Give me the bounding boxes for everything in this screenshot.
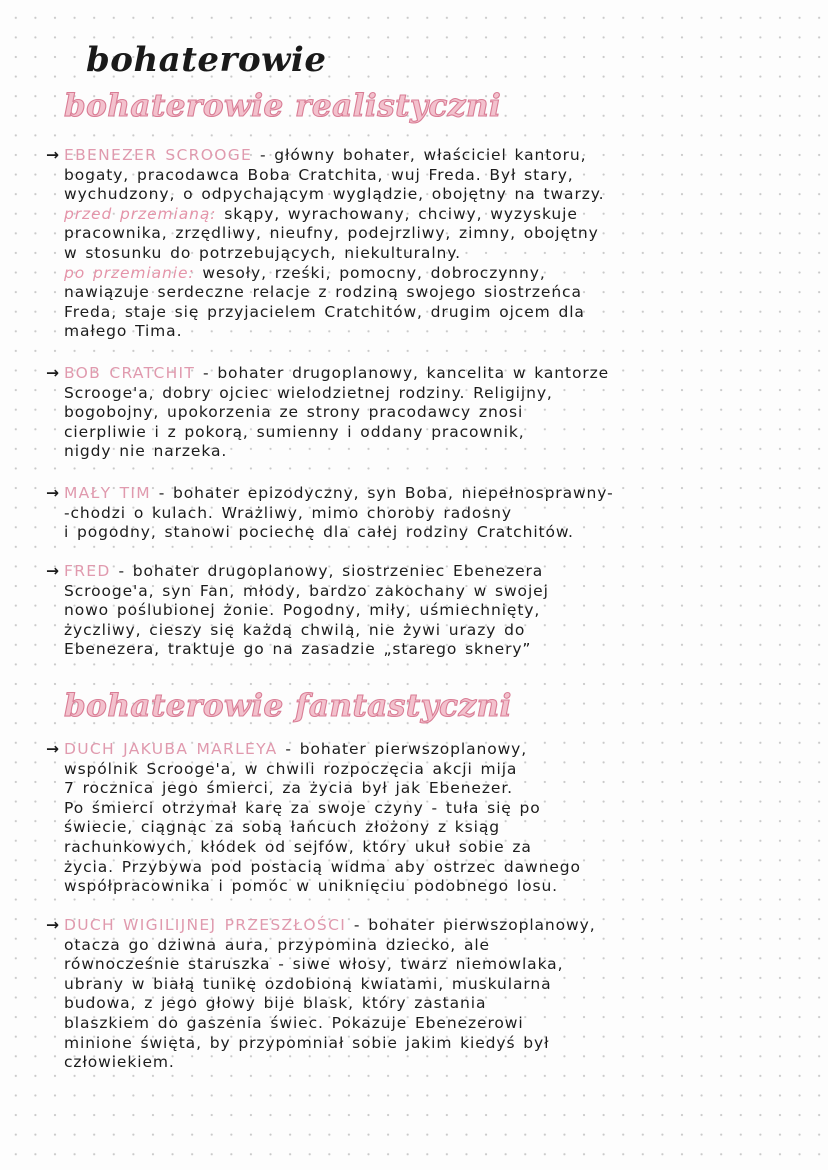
entry-line [46, 916, 780, 936]
character-name: BOB CRATCHIT [64, 364, 196, 382]
entry-line: nowo poślubionej żonie. Pogodny, miły, uśmiechnięty, [64, 601, 541, 620]
entry-line: nawiązuje serdeczne relacje z rodziną swojego siostrzeńca [64, 283, 582, 302]
section-heading-fantastic: bohaterowie fantastyczni [64, 688, 512, 724]
page-title: bohaterowie [86, 40, 327, 80]
entry-line: Scrooge'a, dobry ojciec wielodzietnej rodziny. Religijny, [64, 383, 553, 402]
entry-line: i pogodny, stanowi pociechę dla całej rodziny Cratchitów. [64, 523, 574, 542]
arrow-icon: → [46, 364, 60, 382]
entry-line: wychudzony, o odpychającym wyglądzie, obojętny na twarzy. [64, 185, 605, 204]
entry-line: wspólnik Scrooge'a, w chwili rozpoczęcia akcji mija [64, 759, 518, 778]
entry-line: blaszkiem do gaszenia świec. Pokazuje Ebenezerowi [64, 1013, 524, 1032]
entry-line: życzliwy, cieszy się każdą chwilą, nie żywi urazy do [64, 620, 526, 639]
character-name: FRED [64, 562, 111, 580]
entry-ebenezer-scrooge [46, 146, 780, 342]
entry-line: nigdy nie narzeka. [64, 442, 228, 461]
arrow-icon: → [46, 146, 60, 164]
entry-line: pracownika, zrzędliwy, nieufny, podejrzliwy, zimny, obojętny [64, 224, 599, 243]
entry-line: równocześnie staruszka - siwe włosy, twarz niemowlaka, [64, 955, 564, 974]
entry-text: - bohater drugoplanowy, kancelita w kantorze [195, 364, 610, 382]
entry-line: cierpliwie i z pokorą, sumienny i oddany pracownik, [64, 422, 525, 441]
section-heading-realistic: bohaterowie realistyczni [64, 88, 502, 124]
subheading-after: po przemianie: [64, 263, 195, 282]
entry-duch-przeszlosci [46, 916, 780, 1073]
entry-line: budowa, z jego głowy bije blask, który zastania [64, 994, 487, 1013]
character-name: DUCH WIGILIJNEJ PRZESZŁOŚCI [64, 916, 347, 934]
arrow-icon: → [46, 740, 60, 758]
entry-line [46, 740, 780, 760]
entry-line [46, 484, 780, 504]
entry-line [46, 364, 780, 384]
entry-line: Po śmierci otrzymał karę za swoje czyny - tuła się po [64, 798, 541, 817]
entry-line: bogaty, pracodawca Boba Cratchita, wuj Freda. Był stary, [64, 165, 574, 184]
entry-line: 7 rocznica jego śmierci, za życia był jak Ebenezer. [64, 779, 514, 798]
entry-line: ubrany w białą tunikę ozdobioną kwiatami, muskularna [64, 974, 552, 993]
entry-text: - bohater pierwszoplanowy, [346, 916, 596, 934]
entry-line [46, 205, 780, 225]
entry-line: Scrooge'a, syn Fan, młody, bardzo zakochany w swojej [64, 581, 549, 600]
entry-line [46, 562, 780, 582]
entry-line: życia. Przybywa pod postacią widma aby ostrzec dawnego [64, 857, 581, 876]
entry-bob-cratchit [46, 364, 780, 462]
entry-line: współpracownika i pomóc w uniknięciu podobnego losu. [64, 877, 559, 896]
character-name: EBENEZER SCROOGE [64, 146, 253, 164]
entry-text: - główny bohater, właściciel kantoru, [252, 146, 587, 164]
entry-line: bogobojny, upokorzenia ze strony pracodawcy znosi [64, 403, 524, 422]
entry-text: - bohater drugoplanowy, siostrzeniec Ebenezera [110, 562, 544, 580]
entry-line: minione święta, by przypomniał sobie jakim kiedyś był [64, 1033, 550, 1052]
entry-text: - bohater epizodyczny, syn Boba, niepełnosprawny- [150, 484, 614, 502]
entry-line: Ebenezera, traktuje go na zasadzie „starego sknery” [64, 640, 532, 659]
entry-line: człowiekiem. [64, 1053, 175, 1072]
entry-text: - bohater pierwszoplanowy, [277, 740, 528, 758]
entry-line [46, 264, 780, 284]
entry-line: Freda, staje się przyjacielem Cratchitów, drugim ojcem dla [64, 302, 585, 321]
entry-line: małego Tima. [64, 322, 183, 341]
entry-line: otacza go dziwna aura, przypomina dziecko, ale [64, 935, 490, 954]
entry-line [46, 146, 780, 166]
arrow-icon: → [46, 562, 60, 580]
entry-text: wesoły, rześki, pomocny, dobroczynny, [194, 263, 546, 282]
entry-maly-tim [46, 484, 780, 543]
subheading-before: przed przemianą: [64, 204, 217, 223]
arrow-icon: → [46, 916, 60, 934]
arrow-icon: → [46, 484, 60, 502]
entry-fred [46, 562, 780, 660]
character-name: MAŁY TIM [64, 484, 151, 502]
entry-line: rachunkowych, kłódek od sejfów, który ukuł sobie za [64, 837, 532, 856]
entry-line: -chodzi o kulach. Wrażliwy, mimo choroby radosny [64, 503, 512, 522]
entry-text: skąpy, wyrachowany, chciwy, wyzyskuje [216, 204, 578, 223]
entry-line: świecie, ciągnąc za sobą łańcuch złożony z ksiąg [64, 818, 501, 837]
character-name: DUCH JAKUBA MARLEYA [64, 740, 278, 758]
entry-line: w stosunku do potrzebujących, niekulturalny. [64, 243, 461, 262]
entry-duch-marleya [46, 740, 780, 897]
